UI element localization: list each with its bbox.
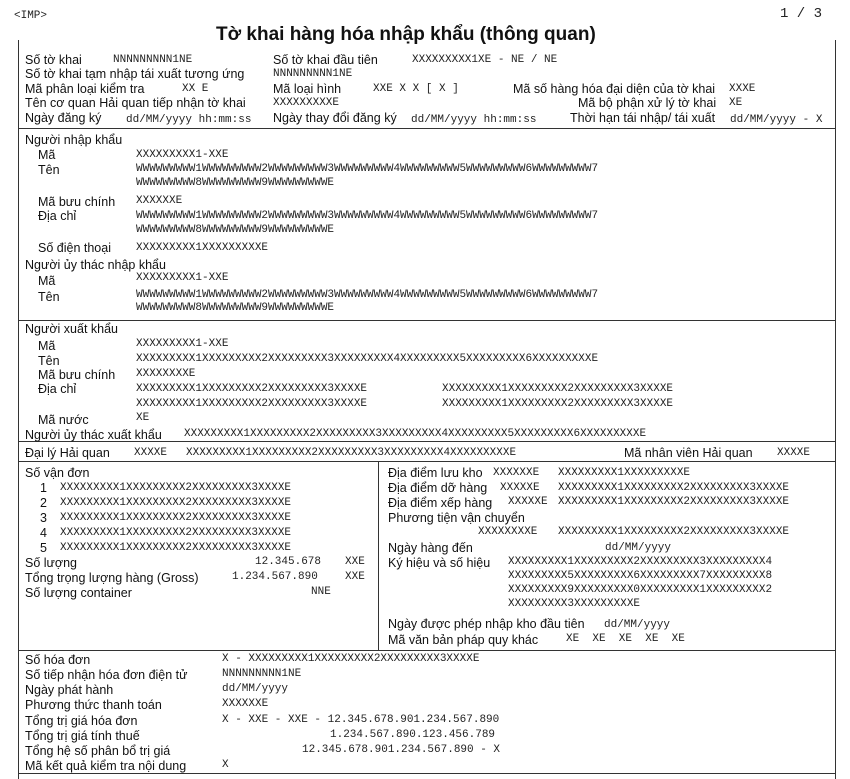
agent-staff-value: XXXXE [777,447,811,459]
importer-dia-chi-label: Địa chỉ [38,209,77,223]
right-border [835,40,836,779]
exporter-ma-value: XXXXXXXXX1-XXE [136,338,229,350]
exporter-buu-chinh-label: Mã bưu chính [38,368,116,382]
exporter-ma-nuoc-value: XE [136,412,150,424]
bo-phan-value: XE [729,97,743,109]
van-don-number: 4 [40,526,47,540]
van-don-number: 1 [40,481,47,495]
exporter-buu-chinh-value: XXXXXXXXE [136,368,196,380]
tiep-nhan-label: Số tiếp nhận hóa đơn điện tử [25,668,188,682]
phuong-tien-label: Phương tiện vận chuyển [388,511,525,525]
so-to-khai-value: NNNNNNNNN1NE [113,54,193,66]
tam-nhap-value: NNNNNNNNN1NE [273,68,353,80]
co-quan-value: XXXXXXXXXE [273,97,340,109]
tinh-thue-value: 1.234.567.890.123.456.789 [330,729,496,741]
so-to-khai-dau-tien-value: XXXXXXXXX1XE - NE / NE [412,54,558,66]
xep-hang-code: XXXXXE [508,496,548,508]
do-hang-code: XXXXXE [500,482,540,494]
trong-luong-label: Tổng trọng lượng hàng (Gross) [25,571,199,585]
ngay-dk-value: dd/MM/yyyy hh:mm:ss [126,114,252,126]
agent-code: XXXXE [134,447,168,459]
so-luong-unit: XXE [345,556,365,568]
divider [18,773,836,774]
trong-luong-value: 1.234.567.890 [232,571,318,583]
thoi-han-label: Thời hạn tái nhập/ tái xuất [570,111,716,125]
importer-ten-line1: WWWWWWWWW1WWWWWWWWW2WWWWWWWWW3WWWWWWWWW4WWWWWWWWW5WWWWWWWWW6WWWWWWWWW7 [136,163,599,175]
import-trustor-ten-line2: WWWWWWWWW8WWWWWWWWW9WWWWWWWWWE [136,302,335,314]
ky-hieu-label: Ký hiệu và số hiệu [388,556,491,570]
ngay-phat-hanh-value: dd/MM/yyyy [222,683,289,695]
page-number: 1 / 3 [780,6,823,22]
luu-kho-value: XXXXXXXXX1XXXXXXXXXE [558,467,691,479]
van-don-label: Số vận đơn [25,466,90,480]
import-trustor-ten-label: Tên [38,290,60,304]
van-don-value: XXXXXXXXX1XXXXXXXXX2XXXXXXXXX3XXXXE [60,512,292,524]
exporter-ten-value: XXXXXXXXX1XXXXXXXXX2XXXXXXXXX3XXXXXXXXX4XXXXXXXXX5XXXXXXXXX6XXXXXXXXXE [136,353,599,365]
importer-ma-value: XXXXXXXXX1-XXE [136,149,229,161]
container-value: NNE [311,586,331,598]
ngay-nhap-kho-value: dd/MM/yyyy [604,619,671,631]
ky-hieu-line: XXXXXXXXX5XXXXXXXXX6XXXXXXXXX7XXXXXXXXX8 [508,570,773,582]
tri-gia-value: X - XXE - XXE - 12.345.678.901.234.567.890 [222,714,500,726]
ngay-dk-label: Ngày đăng ký [25,111,102,125]
agent-name: XXXXXXXXX1XXXXXXXXX2XXXXXXXXX3XXXXXXXXX4XXXXXXXXXE [186,447,517,459]
do-hang-value: XXXXXXXXX1XXXXXXXXX2XXXXXXXXX3XXXXE [558,482,790,494]
van-ban-value: XE XE XE XE XE [566,633,685,645]
divider [18,650,836,651]
ngay-phat-hanh-label: Ngày phát hành [25,683,114,697]
van-don-number: 5 [40,541,47,555]
exporter-dia-chi-1a: XXXXXXXXX1XXXXXXXXX2XXXXXXXXX3XXXXE [136,383,368,395]
xep-hang-value: XXXXXXXXX1XXXXXXXXX2XXXXXXXXX3XXXXE [558,496,790,508]
exporter-ma-nuoc-label: Mã nước [38,413,89,427]
luu-kho-label: Địa điểm lưu kho [388,466,483,480]
importer-dia-chi-line2: WWWWWWWWW8WWWWWWWWW9WWWWWWWWWE [136,224,335,236]
import-trustor-ma-label: Mã [38,274,56,288]
ma-so-hang-value: XXXE [729,83,756,95]
importer-dien-thoai-value: XXXXXXXXX1XXXXXXXXXE [136,242,269,254]
van-don-number: 2 [40,496,47,510]
importer-ten-line2: WWWWWWWWW8WWWWWWWWW9WWWWWWWWWE [136,177,335,189]
thanh-toan-value: XXXXXXE [222,698,269,710]
ngay-thay-doi-label: Ngày thay đổi đăng ký [273,111,397,125]
ma-so-hang-label: Mã số hàng hóa đại diện của tờ khai [513,82,716,96]
trong-luong-unit: XXE [345,571,365,583]
export-trustor-label: Người ủy thác xuất khẩu [25,428,162,442]
agent-label: Đại lý Hải quan [25,446,110,460]
ky-hieu-line: XXXXXXXXX3XXXXXXXXXE [508,598,641,610]
van-don-value: XXXXXXXXX1XXXXXXXXX2XXXXXXXXX3XXXXE [60,482,292,494]
form-tag: <IMP> [14,10,48,22]
van-don-value: XXXXXXXXX1XXXXXXXXX2XXXXXXXXX3XXXXE [60,497,292,509]
ngay-den-value: dd/MM/yyyy [605,542,672,554]
do-hang-label: Địa điểm dỡ hàng [388,481,488,495]
thoi-han-value: dd/MM/yyyy - X [730,114,823,126]
kiem-tra-value: X [222,759,229,771]
van-don-number: 3 [40,511,47,525]
kiem-tra-label: Mã kết quả kiểm tra nội dung [25,759,187,773]
tri-gia-label: Tổng trị giá hóa đơn [25,714,138,728]
ma-loai-hinh-label: Mã loại hình [273,82,342,96]
ma-loai-hinh-value: XXE X X [ X ] [373,83,459,95]
importer-label: Người nhập khẩu [25,133,123,147]
ma-phan-loai-value: XX E [182,83,209,95]
phuong-tien-value: XXXXXXXXX1XXXXXXXXX2XXXXXXXXX3XXXXE [558,526,790,538]
importer-buu-chinh-label: Mã bưu chính [38,195,116,209]
importer-ma-label: Mã [38,148,56,162]
phan-bo-value: 12.345.678.901.234.567.890 - X [302,744,501,756]
van-ban-label: Mã văn bản pháp quy khác [388,633,539,647]
co-quan-label: Tên cơ quan Hải quan tiếp nhận tờ khai [25,96,246,110]
so-to-khai-label: Số tờ khai [25,53,82,67]
import-trustor-ma-value: XXXXXXXXX1-XXE [136,272,229,284]
phan-bo-label: Tổng hệ số phân bổ trị giá [25,744,171,758]
transport-column-divider [378,461,379,650]
xep-hang-label: Địa điểm xếp hàng [388,496,493,510]
divider [18,320,836,321]
importer-dia-chi-line1: WWWWWWWWW1WWWWWWWWW2WWWWWWWWW3WWWWWWWWW4WWWWWWWWW5WWWWWWWWW6WWWWWWWWW7 [136,210,599,222]
exporter-ten-label: Tên [38,354,60,368]
bo-phan-label: Mã bộ phận xử lý tờ khai [578,96,717,110]
van-don-value: XXXXXXXXX1XXXXXXXXX2XXXXXXXXX3XXXXE [60,527,292,539]
export-trustor-value: XXXXXXXXX1XXXXXXXXX2XXXXXXXXX3XXXXXXXXX4XXXXXXXXX5XXXXXXXXX6XXXXXXXXXE [184,428,647,440]
exporter-dia-chi-label: Địa chỉ [38,382,77,396]
import-trustor-label: Người ủy thác nhập khẩu [25,258,166,272]
left-border [18,40,19,779]
van-don-value: XXXXXXXXX1XXXXXXXXX2XXXXXXXXX3XXXXE [60,542,292,554]
importer-buu-chinh-value: XXXXXXE [136,195,183,207]
tinh-thue-label: Tổng trị giá tính thuế [25,729,140,743]
ky-hieu-line: XXXXXXXXX9XXXXXXXXX0XXXXXXXXX1XXXXXXXXX2 [508,584,773,596]
so-to-khai-dau-tien-label: Số tờ khai đầu tiên [273,53,378,67]
exporter-dia-chi-2a: XXXXXXXXX1XXXXXXXXX2XXXXXXXXX3XXXXE [136,398,368,410]
phuong-tien-code: XXXXXXXXE [478,526,538,538]
so-luong-label: Số lượng [25,556,78,570]
exporter-ma-label: Mã [38,339,56,353]
so-luong-value: 12.345.678 [255,556,322,568]
tiep-nhan-value: NNNNNNNNN1NE [222,668,302,680]
divider [18,128,836,129]
tam-nhap-label: Số tờ khai tạm nhập tái xuất tương ứng [25,67,245,81]
ma-phan-loai-label: Mã phân loại kiểm tra [25,82,145,96]
exporter-dia-chi-1b: XXXXXXXXX1XXXXXXXXX2XXXXXXXXX3XXXXE [442,383,674,395]
importer-ten-label: Tên [38,163,60,177]
ngay-thay-doi-value: dd/MM/yyyy hh:mm:ss [411,114,537,126]
container-label: Số lượng container [25,586,132,600]
so-hoa-don-value: X - XXXXXXXXX1XXXXXXXXX2XXXXXXXXX3XXXXE [222,653,480,665]
agent-staff-label: Mã nhân viên Hải quan [624,446,753,460]
ky-hieu-line: XXXXXXXXX1XXXXXXXXX2XXXXXXXXX3XXXXXXXXX4 [508,556,773,568]
thanh-toan-label: Phương thức thanh toán [25,698,162,712]
exporter-dia-chi-2b: XXXXXXXXX1XXXXXXXXX2XXXXXXXXX3XXXXE [442,398,674,410]
exporter-label: Người xuất khẩu [25,322,118,336]
so-hoa-don-label: Số hóa đơn [25,653,91,667]
importer-dien-thoai-label: Số điện thoại [38,241,111,255]
ngay-nhap-kho-label: Ngày được phép nhập kho đầu tiên [388,617,585,631]
import-trustor-ten-line1: WWWWWWWWW1WWWWWWWWW2WWWWWWWWW3WWWWWWWWW4WWWWWWWWW5WWWWWWWWW6WWWWWWWWW7 [136,289,599,301]
divider [18,461,836,462]
luu-kho-code: XXXXXXE [493,467,540,479]
page-title: Tờ khai hàng hóa nhập khẩu (thông quan) [216,24,596,45]
ngay-den-label: Ngày hàng đến [388,541,473,555]
